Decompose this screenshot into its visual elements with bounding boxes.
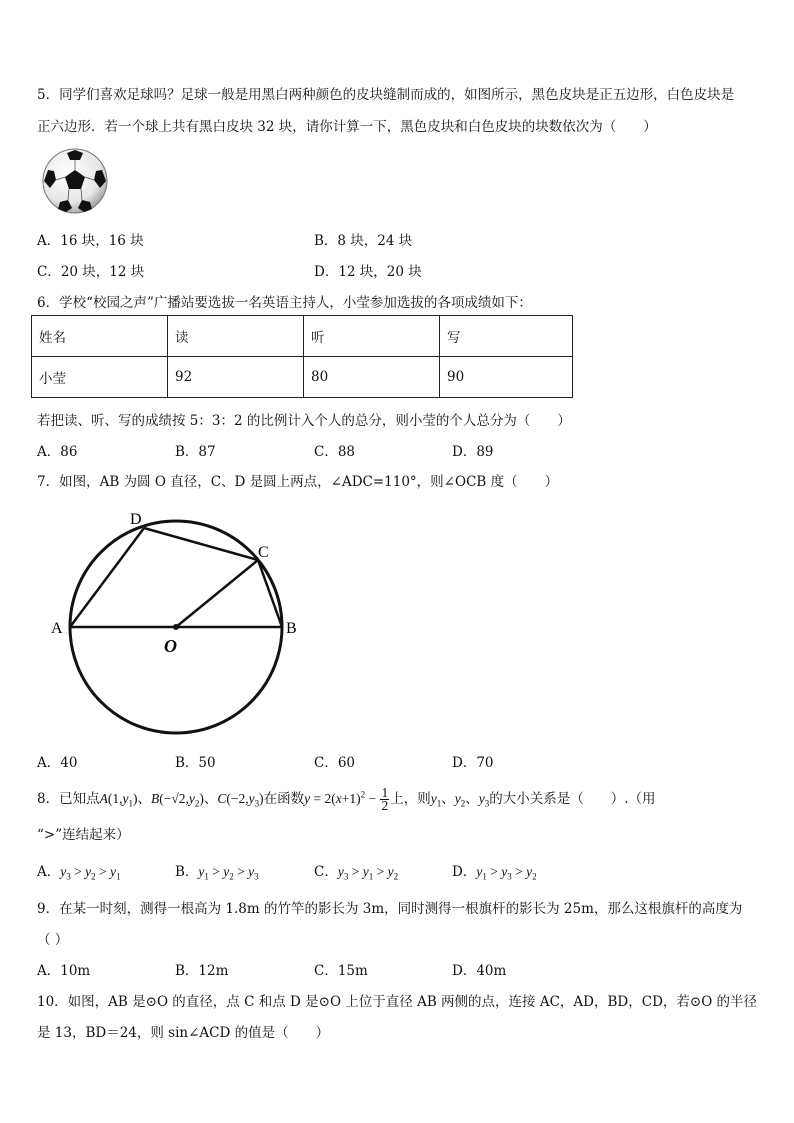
table-header-cell: 听 [304, 316, 440, 357]
q8-point-c: $C(-2,y_3)$ [217, 791, 264, 809]
q6-text-line2: 若把读、听、写的成绩按 5：3：2 的比例计入个人的总分，则小莹的个人总分为（ ） [37, 413, 571, 429]
q6-option-c: C．88 [314, 444, 356, 460]
table-cell: 80 [304, 357, 440, 398]
table-header-cell: 读 [168, 316, 304, 357]
soccer-ball-image [42, 148, 108, 214]
score-table [31, 315, 573, 398]
q8-option-c-label: C． [314, 864, 338, 880]
q8-mid1: 在函数 [263, 791, 305, 807]
q9-option-c: C．15m [314, 963, 368, 979]
q7-option-b: B．50 [175, 755, 216, 771]
q8-option-d-label: D． [452, 864, 477, 880]
q8-var-y2: $y_2$ [454, 791, 466, 809]
label-c: C [258, 544, 269, 561]
q5-option-b: B．8 块，24 块 [314, 233, 413, 249]
segment-cb [258, 560, 282, 627]
table-cell: 92 [168, 357, 304, 398]
q10-text-line1: 10．如图，AB 是⊙O 的直径，点 C 和点 D 是⊙O 上位于直径 AB 两侧的点，连接 AC，AD，BD，CD，若⊙O 的半径 [37, 994, 758, 1010]
q9-option-a: A．10m [37, 963, 91, 979]
q9-option-b: B．12m [175, 963, 229, 979]
q8-suffix: 的大小关系是（ ）.（用 [489, 791, 656, 807]
table-cell: 90 [440, 357, 573, 398]
q8-point-a: $A(1,y_1)$ [99, 791, 138, 809]
q8-mid2: 上，则 [390, 791, 431, 807]
center-point-o [173, 624, 179, 630]
q5-option-d: D．12 块，20 块 [314, 264, 422, 280]
q9-text-line2: （ ） [37, 932, 69, 948]
q8-option-a: A．$y_3 > y_2 > y_1$ [37, 864, 121, 882]
table-header-cell: 姓名 [32, 316, 168, 357]
q6-option-a: A．86 [37, 444, 78, 460]
q8-option-d: D．$y_1 > y_3 > y_2$ [452, 864, 537, 882]
q8-text-line1: 8．已知点$A(1,y_1)$、$B(-√2,y_2)$、$C(-2,y_3)$在函数$y = 2(x+1)^2$ − $\frac{1}{2}$ 上，则$y_1$、$y_2$、$y_3$的大小关系是（ ）.（用 [37, 785, 656, 814]
q8-option-b: B．$y_1 > y_2 > y_3$ [175, 864, 259, 882]
q5-text-line1: 5．同学们喜欢足球吗？足球一般是用黑白两种颜色的皮块缝制而成的，如图所示，黑色皮块是正五边形，白色皮块是 [37, 87, 735, 103]
q9-option-d: D．40m [452, 963, 507, 979]
table-header-row [32, 316, 573, 357]
q8-option-a-label: A． [37, 864, 61, 880]
q10-text-line2: 是 13，BD＝24，则 sin∠ACD 的值是（ ） [37, 1025, 330, 1041]
q8-prefix: 8．已知点 [37, 791, 100, 807]
q7-option-c: C．60 [314, 755, 356, 771]
label-o: O [164, 636, 177, 656]
q8-var-y3: $y_3$ [478, 791, 490, 809]
q5-option-c: C．20 块，12 块 [37, 264, 145, 280]
table-cell: 小莹 [32, 357, 168, 398]
q7-option-d: D．70 [452, 755, 494, 771]
q8-function: $y = 2(x+1)^2$ − $\frac{1}{2}$ [304, 785, 389, 814]
table-header-cell: 写 [440, 316, 573, 357]
label-a: A [51, 620, 63, 637]
circle-geometry-figure [40, 500, 320, 740]
q8-point-b: $B(-√2,y_2)$ [150, 791, 204, 809]
q6-option-d: D．89 [452, 444, 494, 460]
q7-text-line1: 7．如图，AB 为圆 O 直径，C、D 是圆上两点，∠ADC=110°，则∠OCB 度（ ） [37, 474, 559, 490]
q8-option-c: C．$y_3 > y_1 > y_2$ [314, 864, 399, 882]
q6-option-b: B．87 [175, 444, 216, 460]
q5-option-a: A．16 块，16 块 [37, 233, 144, 249]
q7-option-a: A．40 [37, 755, 78, 771]
q5-text-line2: 正六边形．若一个球上共有黑白皮块 32 块，请你计算一下，黑色皮块和白色皮块的块数依次为（ ） [37, 119, 657, 135]
q6-text-line1: 6．学校“校园之声”广播站要选拔一名英语主持人，小莹参加选拔的各项成绩如下： [37, 295, 532, 311]
table-row [32, 357, 573, 398]
label-b: B [286, 620, 297, 637]
q9-text-line1: 9．在某一时刻，测得一根高为 1.8m 的竹竿的影长为 3m，同时测得一根旗杆的影长为 25m，那么这根旗杆的高度为 [37, 901, 743, 917]
q8-vars: $y_1$ [430, 791, 442, 809]
q8-option-b-label: B． [175, 864, 199, 880]
segment-oc [176, 560, 258, 627]
label-d: D [130, 511, 142, 528]
q8-text-line2: “>”连结起来） [37, 827, 130, 843]
